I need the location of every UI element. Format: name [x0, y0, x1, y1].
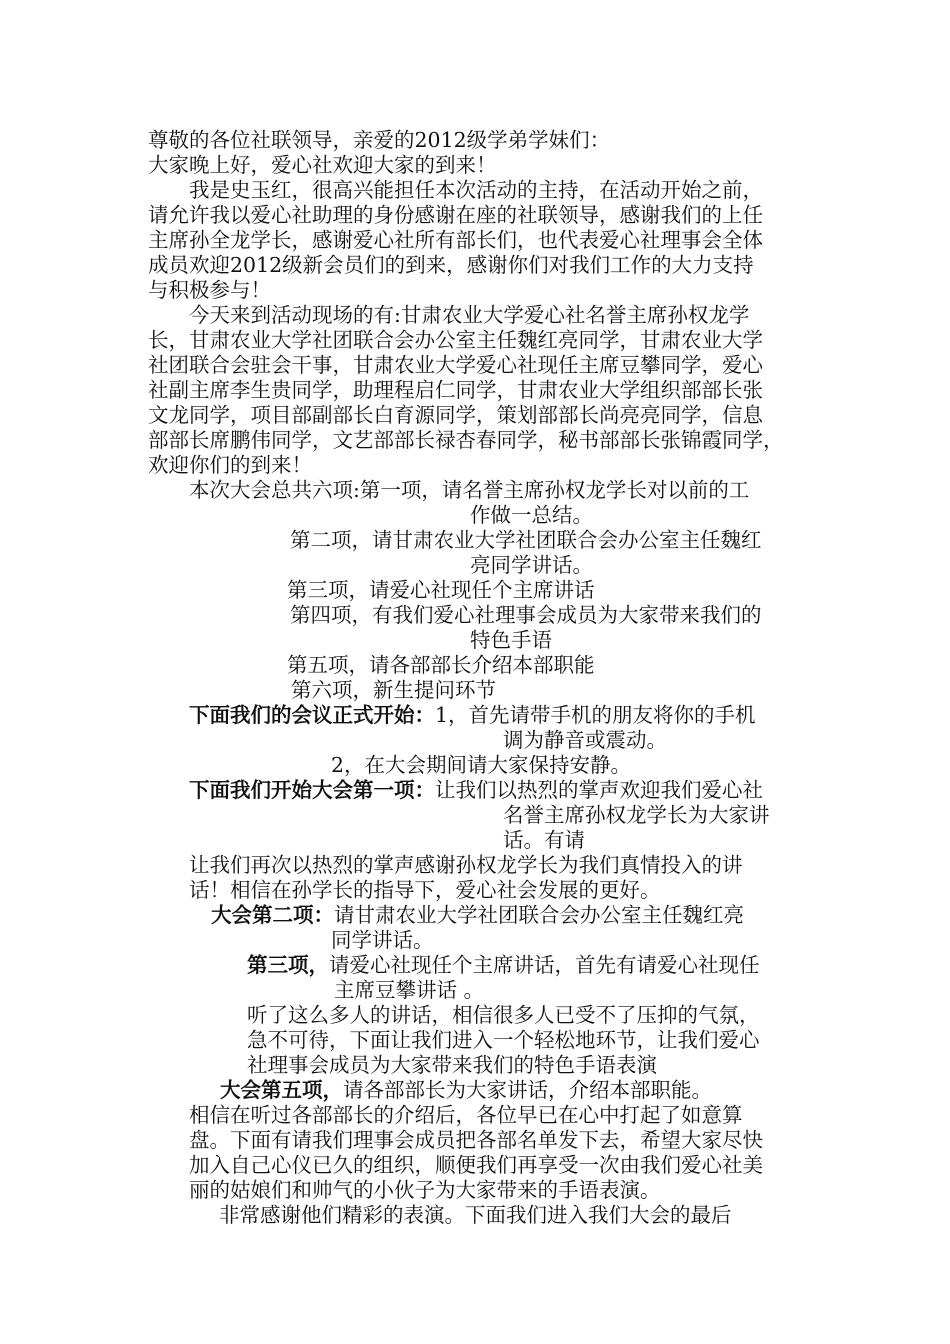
- third-item-transition: 听了这么多人的讲话，相信很多人已受不了压抑的气氛，: [247, 1003, 760, 1027]
- meeting-start-text: 1，首先请带手机的朋友将你的手机: [435, 703, 756, 727]
- fifth-item-line: [220, 1078, 712, 1102]
- fifth-item-body: 盘。下面有请我们理事会成员把各部名单发下去，希望大家尽快: [189, 1128, 763, 1152]
- first-item-line: [189, 778, 763, 802]
- host-intro-line: 我是史玉红，很高兴能担任本次活动的主持，在活动开始之前，: [189, 178, 763, 202]
- host-intro-line: 请允许我以爱心社助理的身份感谢在座的社联领导，感谢我们的上任: [148, 203, 763, 227]
- closing-line: 非常感谢他们精彩的表演。下面我们进入我们大会的最后: [219, 1203, 732, 1227]
- guests-line: 社副主席李生贵同学，助理程启仁同学，甘肃农业大学组织部部长张: [148, 378, 763, 402]
- guests-line: 今天来到活动现场的有:甘肃农业大学爱心社名誉主席孙权龙学: [189, 303, 750, 327]
- second-item-text: 请甘肃农业大学社团联合会办公室主任魏红亮: [334, 903, 744, 927]
- second-item-line: [211, 903, 744, 927]
- agenda-item-2: 第二项，请甘肃农业大学社团联合会办公室主任魏红: [290, 528, 762, 552]
- agenda-item-4: 第四项，有我们爱心社理事会成员为大家带来我们的: [290, 603, 762, 627]
- meeting-start-cont: 调为静音或震动。: [503, 728, 667, 752]
- first-item-cont: 话。有请: [503, 828, 585, 852]
- third-item-transition: 社理事会成员为大家带来我们的特色手语表演: [247, 1053, 657, 1077]
- guests-line: 社团联合会驻会干事，甘肃农业大学爱心社现任主席豆攀同学，爱心: [148, 353, 763, 377]
- agenda-item-4-cont: 特色手语: [470, 628, 552, 652]
- fifth-item-text: 请各部部长为大家讲话，介绍本部职能。: [343, 1078, 712, 1102]
- fifth-item-body: 相信在听过各部部长的介绍后，各位早已在心中打起了如意算: [189, 1103, 743, 1127]
- fifth-item-body: 丽的姑娘们和帅气的小伙子为大家带来的手语表演。: [189, 1178, 661, 1202]
- first-item-heading: 下面我们开始大会第一项：: [189, 778, 435, 802]
- agenda-item-6: 第六项，新生提问环节: [291, 678, 496, 702]
- agenda-item-5: 第五项，请各部部长介绍本部职能: [287, 653, 595, 677]
- agenda-item-1: 本次大会总共六项:第一项，请名誉主席孙权龙学长对以前的工: [189, 478, 750, 502]
- guests-line: 欢迎你们的到来！: [148, 453, 312, 477]
- first-item-thanks: 让我们再次以热烈的掌声感谢孙权龙学长为我们真情投入的讲: [189, 853, 743, 877]
- guests-line: 文龙同学，项目部副部长白育源同学，策划部部长尚亮亮同学，信息: [148, 403, 763, 427]
- meeting-start-line: [189, 703, 756, 727]
- meeting-start-note: 2，在大会期间请大家保持安静。: [331, 753, 632, 777]
- agenda-item-3: 第三项，请爱心社现任个主席讲话: [287, 578, 595, 602]
- agenda-item-1-cont: 作做一总结。: [470, 503, 593, 527]
- fifth-item-body: 加入自己心仪已久的组织，顺便我们再享受一次由我们爱心社美: [189, 1153, 763, 1177]
- host-intro-line: 成员欢迎2012级新会员们的到来，感谢你们对我们工作的大力支持: [148, 253, 754, 277]
- second-item-cont: 同学讲话。: [331, 928, 434, 952]
- host-intro-line: 与积极参与！: [148, 278, 271, 302]
- first-item-text: 让我们以热烈的掌声欢迎我们爱心社: [435, 778, 763, 802]
- greeting-line: 尊敬的各位社联领导，亲爱的2012级学弟学妹们：: [148, 128, 611, 152]
- first-item-cont: 名誉主席孙权龙学长为大家讲: [503, 803, 770, 827]
- first-item-thanks: 话！相信在孙学长的指导下，爱心社会发展的更好。: [189, 878, 661, 902]
- third-item-line: [247, 953, 760, 977]
- welcome-line: 大家晚上好，爱心社欢迎大家的到来！: [148, 153, 497, 177]
- agenda-item-2-cont: 亮同学讲话。: [470, 553, 593, 577]
- guests-line: 部部长席鹏伟同学，文艺部部长禄杏春同学，秘书部部长张锦霞同学，: [148, 428, 784, 452]
- meeting-start-heading: 下面我们的会议正式开始：: [189, 703, 435, 727]
- third-item-cont: 主席豆攀讲话 。: [334, 978, 485, 1002]
- second-item-heading: 大会第二项：: [211, 903, 334, 927]
- guests-line: 长，甘肃农业大学社团联合会办公室主任魏红亮同学，甘肃农业大学: [148, 328, 763, 352]
- fifth-item-heading: 大会第五项，: [220, 1078, 343, 1102]
- third-item-transition: 急不可待，下面让我们进入一个轻松地环节，让我们爱心: [247, 1028, 760, 1052]
- host-intro-line: 主席孙全龙学长，感谢爱心社所有部长们，也代表爱心社理事会全体: [148, 228, 763, 252]
- third-item-text: 请爱心社现任个主席讲话，首先有请爱心社现任: [329, 953, 760, 977]
- third-item-heading: 第三项，: [247, 953, 329, 977]
